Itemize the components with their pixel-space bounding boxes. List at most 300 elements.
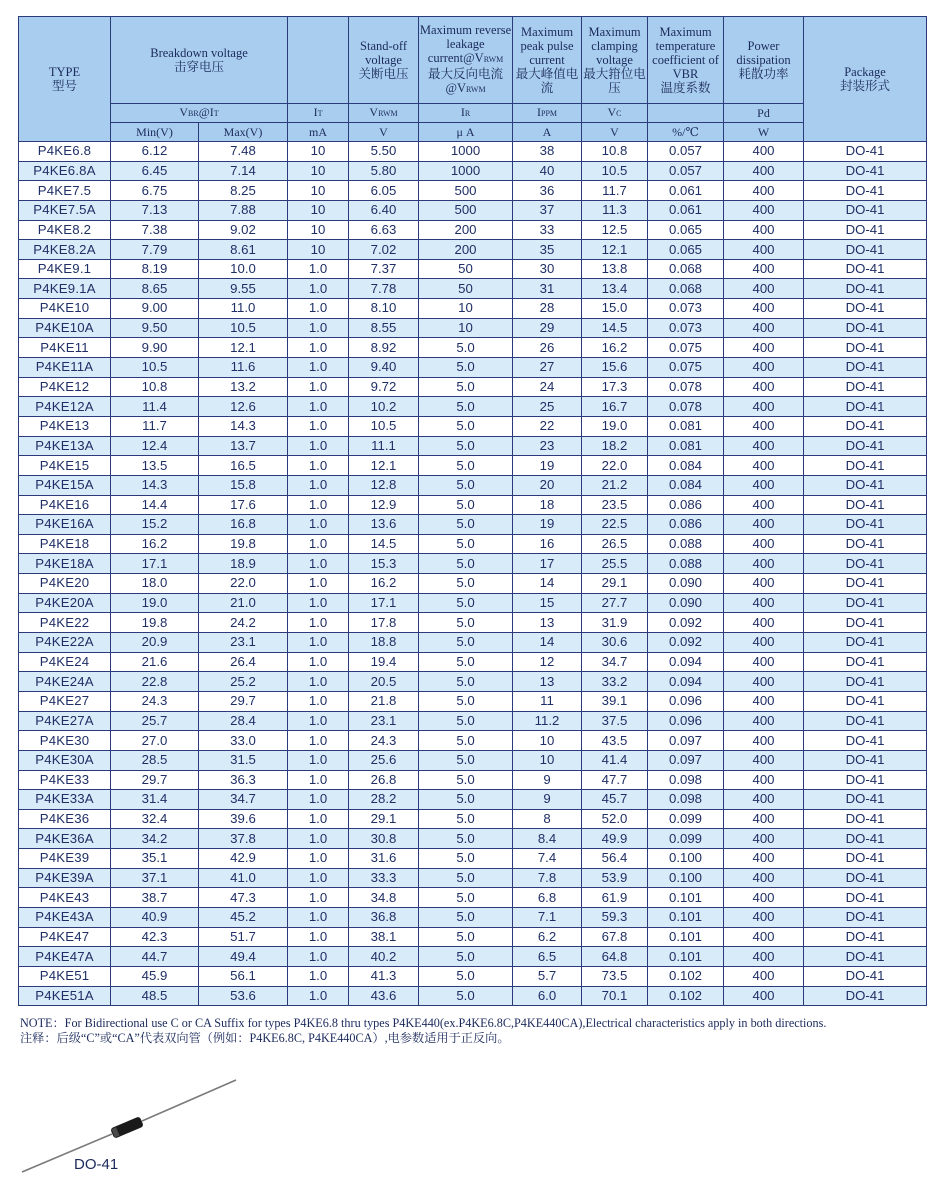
cell-type: P4KE15 <box>19 456 111 476</box>
cell-ir: 50 <box>419 279 513 299</box>
table-row <box>19 750 927 770</box>
cell-pd: 400 <box>724 986 804 1006</box>
cell-vbr-max: 9.02 <box>199 220 288 240</box>
cell-vbr-min: 9.90 <box>111 338 199 358</box>
cell-package: DO-41 <box>804 397 927 417</box>
cell-vc: 61.9 <box>582 888 648 908</box>
table-row <box>19 907 927 927</box>
cell-vbr-min: 45.9 <box>111 966 199 986</box>
cell-package: DO-41 <box>804 515 927 535</box>
cell-type: P4KE20 <box>19 574 111 594</box>
cell-vbr-min: 6.75 <box>111 181 199 201</box>
cell-vrwm: 12.8 <box>349 475 419 495</box>
table-row <box>19 829 927 849</box>
cell-type: P4KE16 <box>19 495 111 515</box>
cell-vbr-min: 29.7 <box>111 770 199 790</box>
symbol-vbr-v: V <box>179 105 189 119</box>
cell-ir: 5.0 <box>419 593 513 613</box>
table-row <box>19 259 927 279</box>
cell-temp-coeff: 0.088 <box>648 534 724 554</box>
note-block <box>20 1016 940 1046</box>
cell-vrwm: 26.8 <box>349 770 419 790</box>
cell-ir: 5.0 <box>419 377 513 397</box>
cell-vbr-max: 16.8 <box>199 515 288 535</box>
table-row <box>19 240 927 260</box>
unit-ua: μ A <box>419 123 513 142</box>
symbol-vc-sub: C <box>616 109 622 118</box>
cell-package: DO-41 <box>804 652 927 672</box>
cell-it: 1.0 <box>288 947 349 967</box>
cell-type: P4KE27A <box>19 711 111 731</box>
cell-vbr-min: 8.65 <box>111 279 199 299</box>
cell-ir: 5.0 <box>419 907 513 927</box>
cell-pd: 400 <box>724 416 804 436</box>
unit-w: W <box>724 123 804 142</box>
table-header <box>19 17 927 142</box>
cell-temp-coeff: 0.061 <box>648 181 724 201</box>
cell-vc: 34.7 <box>582 652 648 672</box>
cell-pd: 400 <box>724 613 804 633</box>
cell-type: P4KE8.2 <box>19 220 111 240</box>
cell-vrwm: 16.2 <box>349 574 419 594</box>
cell-type: P4KE30 <box>19 731 111 751</box>
cell-temp-coeff: 0.065 <box>648 240 724 260</box>
symbol-ippm <box>513 104 582 123</box>
cell-vbr-max: 15.8 <box>199 475 288 495</box>
cell-pd: 400 <box>724 966 804 986</box>
cell-package: DO-41 <box>804 829 927 849</box>
cell-type: P4KE12A <box>19 397 111 417</box>
cell-pd: 400 <box>724 397 804 417</box>
header-leakage-cn-text: 最大反向电流@V <box>428 67 504 95</box>
cell-vrwm: 10.2 <box>349 397 419 417</box>
header-type-cn: 型号 <box>51 79 77 93</box>
cell-pd: 400 <box>724 672 804 692</box>
cell-ir: 5.0 <box>419 436 513 456</box>
cell-it: 1.0 <box>288 299 349 319</box>
cell-vc: 59.3 <box>582 907 648 927</box>
table-row <box>19 966 927 986</box>
cell-ir: 5.0 <box>419 613 513 633</box>
cell-ippm: 33 <box>513 220 582 240</box>
cell-it: 1.0 <box>288 750 349 770</box>
cell-vc: 30.6 <box>582 633 648 653</box>
cell-pd: 400 <box>724 947 804 967</box>
cell-package: DO-41 <box>804 711 927 731</box>
header-breakdown <box>111 17 288 104</box>
cell-it: 1.0 <box>288 652 349 672</box>
cell-pd: 400 <box>724 829 804 849</box>
cell-it: 1.0 <box>288 338 349 358</box>
cell-package: DO-41 <box>804 750 927 770</box>
cell-ippm: 10 <box>513 731 582 751</box>
unit-ma: mA <box>288 123 349 142</box>
cell-it: 1.0 <box>288 475 349 495</box>
symbol-vc <box>582 104 648 123</box>
cell-ippm: 24 <box>513 377 582 397</box>
cell-temp-coeff: 0.081 <box>648 416 724 436</box>
cell-vbr-min: 19.0 <box>111 593 199 613</box>
cell-vbr-min: 14.4 <box>111 495 199 515</box>
cell-ir: 5.0 <box>419 849 513 869</box>
header-package <box>804 17 927 142</box>
cell-ippm: 26 <box>513 338 582 358</box>
header-peak-en: Maximum peak pulse current <box>520 25 574 67</box>
header-type <box>19 17 111 142</box>
cell-vrwm: 6.40 <box>349 200 419 220</box>
cell-vrwm: 43.6 <box>349 986 419 1006</box>
cell-vc: 56.4 <box>582 849 648 869</box>
cell-vbr-max: 19.8 <box>199 534 288 554</box>
cell-vbr-min: 22.8 <box>111 672 199 692</box>
cell-type: P4KE43 <box>19 888 111 908</box>
cell-type: P4KE15A <box>19 475 111 495</box>
header-leakage-sub: RWM <box>483 55 504 64</box>
cell-ippm: 7.1 <box>513 907 582 927</box>
cell-vc: 64.8 <box>582 947 648 967</box>
header-peak-cn: 最大峰值电流 <box>515 67 579 95</box>
cell-type: P4KE9.1A <box>19 279 111 299</box>
cell-ir: 5.0 <box>419 731 513 751</box>
cell-type: P4KE33A <box>19 790 111 810</box>
cell-type: P4KE39 <box>19 849 111 869</box>
cell-vbr-max: 8.25 <box>199 181 288 201</box>
cell-vc: 22.0 <box>582 456 648 476</box>
cell-package: DO-41 <box>804 240 927 260</box>
cell-ippm: 14 <box>513 633 582 653</box>
cell-ippm: 6.0 <box>513 986 582 1006</box>
cell-temp-coeff: 0.065 <box>648 220 724 240</box>
cell-ippm: 27 <box>513 358 582 378</box>
header-temp <box>648 17 724 104</box>
cell-package: DO-41 <box>804 672 927 692</box>
package-label: DO-41 <box>74 1156 119 1173</box>
cell-ir: 5.0 <box>419 691 513 711</box>
cell-vc: 53.9 <box>582 868 648 888</box>
table-row <box>19 358 927 378</box>
cell-ir: 5.0 <box>419 750 513 770</box>
cell-vc: 23.5 <box>582 495 648 515</box>
cell-ir: 5.0 <box>419 416 513 436</box>
cell-temp-coeff: 0.094 <box>648 672 724 692</box>
cell-package: DO-41 <box>804 338 927 358</box>
cell-package: DO-41 <box>804 377 927 397</box>
cell-ir: 5.0 <box>419 947 513 967</box>
cell-vbr-min: 10.8 <box>111 377 199 397</box>
cell-vbr-min: 38.7 <box>111 888 199 908</box>
symbol-temp-blank <box>648 104 724 123</box>
cell-vc: 18.2 <box>582 436 648 456</box>
cell-it: 1.0 <box>288 358 349 378</box>
cell-ir: 5.0 <box>419 534 513 554</box>
cell-ir: 1000 <box>419 142 513 162</box>
header-temp-en: Maximum temperature coefficient of VBR <box>652 25 719 81</box>
cell-package: DO-41 <box>804 849 927 869</box>
cell-ippm: 8.4 <box>513 829 582 849</box>
package-drawing <box>16 1052 246 1192</box>
cell-ir: 1000 <box>419 161 513 181</box>
symbol-vc-v: V <box>607 105 617 119</box>
cell-vc: 16.7 <box>582 397 648 417</box>
cell-vbr-max: 24.2 <box>199 613 288 633</box>
cell-vbr-min: 34.2 <box>111 829 199 849</box>
cell-temp-coeff: 0.084 <box>648 456 724 476</box>
cell-vbr-max: 14.3 <box>199 416 288 436</box>
cell-ippm: 20 <box>513 475 582 495</box>
cell-ippm: 13 <box>513 613 582 633</box>
cell-it: 1.0 <box>288 318 349 338</box>
header-clamp-cn: 最大箝位电压 <box>583 67 646 95</box>
cell-pd: 400 <box>724 142 804 162</box>
cell-type: P4KE24 <box>19 652 111 672</box>
table-row <box>19 397 927 417</box>
cell-pd: 400 <box>724 299 804 319</box>
table-row <box>19 495 927 515</box>
cell-pd: 400 <box>724 770 804 790</box>
cell-ippm: 6.5 <box>513 947 582 967</box>
header-standoff-en: Stand-off voltage <box>360 39 408 67</box>
cell-ippm: 22 <box>513 416 582 436</box>
cell-ippm: 18 <box>513 495 582 515</box>
cell-pd: 400 <box>724 338 804 358</box>
cell-temp-coeff: 0.090 <box>648 574 724 594</box>
cell-temp-coeff: 0.088 <box>648 554 724 574</box>
header-type-en: TYPE <box>48 65 81 79</box>
cell-vrwm: 7.78 <box>349 279 419 299</box>
cell-vbr-min: 16.2 <box>111 534 199 554</box>
cell-type: P4KE22 <box>19 613 111 633</box>
cell-package: DO-41 <box>804 770 927 790</box>
cell-vbr-min: 42.3 <box>111 927 199 947</box>
cell-vrwm: 34.8 <box>349 888 419 908</box>
cell-ippm: 6.2 <box>513 927 582 947</box>
cell-vrwm: 12.9 <box>349 495 419 515</box>
cell-vc: 13.8 <box>582 259 648 279</box>
cell-vrwm: 13.6 <box>349 515 419 535</box>
cell-pd: 400 <box>724 691 804 711</box>
cell-ippm: 19 <box>513 515 582 535</box>
cell-ir: 5.0 <box>419 986 513 1006</box>
cell-vbr-max: 7.48 <box>199 142 288 162</box>
cell-pd: 400 <box>724 790 804 810</box>
cell-package: DO-41 <box>804 475 927 495</box>
cell-type: P4KE24A <box>19 672 111 692</box>
cell-ir: 5.0 <box>419 397 513 417</box>
cell-ippm: 8 <box>513 809 582 829</box>
cell-ippm: 15 <box>513 593 582 613</box>
cell-it: 1.0 <box>288 633 349 653</box>
table-body <box>19 142 927 1006</box>
cell-type: P4KE10 <box>19 299 111 319</box>
diode-lead-right <box>142 1080 236 1121</box>
cell-ippm: 30 <box>513 259 582 279</box>
symbol-vrwm-v: V <box>369 105 379 119</box>
symbol-vrwm-sub: RWM <box>378 109 398 118</box>
cell-vc: 45.7 <box>582 790 648 810</box>
cell-it: 1.0 <box>288 554 349 574</box>
cell-temp-coeff: 0.098 <box>648 790 724 810</box>
cell-package: DO-41 <box>804 534 927 554</box>
cell-type: P4KE33 <box>19 770 111 790</box>
cell-package: DO-41 <box>804 161 927 181</box>
cell-vc: 47.7 <box>582 770 648 790</box>
cell-it: 1.0 <box>288 927 349 947</box>
cell-ir: 5.0 <box>419 554 513 574</box>
cell-temp-coeff: 0.097 <box>648 750 724 770</box>
cell-type: P4KE7.5A <box>19 200 111 220</box>
cell-vbr-min: 31.4 <box>111 790 199 810</box>
cell-type: P4KE20A <box>19 593 111 613</box>
table-row <box>19 436 927 456</box>
unit-max: Max(V) <box>199 123 288 142</box>
cell-vrwm: 7.02 <box>349 240 419 260</box>
cell-ippm: 38 <box>513 142 582 162</box>
cell-it: 10 <box>288 181 349 201</box>
cell-vrwm: 20.5 <box>349 672 419 692</box>
cell-temp-coeff: 0.057 <box>648 142 724 162</box>
cell-ir: 5.0 <box>419 358 513 378</box>
cell-vbr-max: 10.5 <box>199 318 288 338</box>
cell-pd: 400 <box>724 809 804 829</box>
symbol-ippm-i: I <box>537 105 541 119</box>
cell-temp-coeff: 0.057 <box>648 161 724 181</box>
table-row <box>19 416 927 436</box>
cell-vbr-min: 7.79 <box>111 240 199 260</box>
cell-package: DO-41 <box>804 691 927 711</box>
cell-vbr-max: 56.1 <box>199 966 288 986</box>
cell-vrwm: 33.3 <box>349 868 419 888</box>
header-package-en: Package <box>844 65 886 79</box>
table-row <box>19 947 927 967</box>
header-leakage-text: Maximum reverse leakage current@V <box>419 23 512 65</box>
cell-pd: 400 <box>724 868 804 888</box>
cell-vc: 52.0 <box>582 809 648 829</box>
cell-temp-coeff: 0.099 <box>648 829 724 849</box>
cell-pd: 400 <box>724 240 804 260</box>
cell-type: P4KE43A <box>19 907 111 927</box>
cell-it: 1.0 <box>288 770 349 790</box>
cell-ir: 50 <box>419 259 513 279</box>
cell-vbr-max: 13.7 <box>199 436 288 456</box>
cell-vc: 19.0 <box>582 416 648 436</box>
cell-ir: 10 <box>419 299 513 319</box>
cell-vrwm: 7.37 <box>349 259 419 279</box>
cell-ir: 10 <box>419 318 513 338</box>
cell-vrwm: 18.8 <box>349 633 419 653</box>
cell-temp-coeff: 0.061 <box>648 200 724 220</box>
cell-vrwm: 31.6 <box>349 849 419 869</box>
cell-pd: 400 <box>724 279 804 299</box>
cell-vc: 15.0 <box>582 299 648 319</box>
cell-it: 1.0 <box>288 259 349 279</box>
table-row <box>19 200 927 220</box>
cell-vc: 67.8 <box>582 927 648 947</box>
cell-type: P4KE8.2A <box>19 240 111 260</box>
cell-it: 10 <box>288 161 349 181</box>
cell-temp-coeff: 0.075 <box>648 338 724 358</box>
cell-vbr-min: 21.6 <box>111 652 199 672</box>
cell-vbr-min: 9.50 <box>111 318 199 338</box>
table-row <box>19 318 927 338</box>
cell-it: 1.0 <box>288 613 349 633</box>
table-row <box>19 927 927 947</box>
cell-ippm: 13 <box>513 672 582 692</box>
cell-temp-coeff: 0.097 <box>648 731 724 751</box>
cell-type: P4KE22A <box>19 633 111 653</box>
cell-vbr-max: 41.0 <box>199 868 288 888</box>
cell-pd: 400 <box>724 377 804 397</box>
cell-package: DO-41 <box>804 927 927 947</box>
cell-pd: 400 <box>724 711 804 731</box>
cell-type: P4KE13A <box>19 436 111 456</box>
symbol-ir-i: I <box>460 105 465 119</box>
cell-it: 1.0 <box>288 416 349 436</box>
cell-vbr-min: 6.45 <box>111 161 199 181</box>
cell-vbr-max: 22.0 <box>199 574 288 594</box>
cell-package: DO-41 <box>804 259 927 279</box>
cell-it: 1.0 <box>288 436 349 456</box>
cell-vbr-min: 40.9 <box>111 907 199 927</box>
cell-type: P4KE47 <box>19 927 111 947</box>
cell-vrwm: 5.50 <box>349 142 419 162</box>
cell-pd: 400 <box>724 907 804 927</box>
cell-vrwm: 9.40 <box>349 358 419 378</box>
cell-ir: 5.0 <box>419 927 513 947</box>
cell-type: P4KE16A <box>19 515 111 535</box>
cell-vbr-min: 37.1 <box>111 868 199 888</box>
cell-ir: 5.0 <box>419 672 513 692</box>
cell-vbr-max: 11.6 <box>199 358 288 378</box>
cell-package: DO-41 <box>804 809 927 829</box>
cell-temp-coeff: 0.100 <box>648 868 724 888</box>
cell-ippm: 9 <box>513 770 582 790</box>
cell-package: DO-41 <box>804 613 927 633</box>
cell-vc: 37.5 <box>582 711 648 731</box>
table-row <box>19 711 927 731</box>
table-row <box>19 691 927 711</box>
table-row <box>19 593 927 613</box>
cell-ippm: 11 <box>513 691 582 711</box>
cell-temp-coeff: 0.090 <box>648 593 724 613</box>
cell-package: DO-41 <box>804 220 927 240</box>
cell-it: 10 <box>288 240 349 260</box>
cell-vrwm: 17.1 <box>349 593 419 613</box>
cell-ippm: 19 <box>513 456 582 476</box>
table-row <box>19 868 927 888</box>
cell-vrwm: 17.8 <box>349 613 419 633</box>
cell-vbr-max: 13.2 <box>199 377 288 397</box>
symbol-ir-sub: R <box>464 109 471 118</box>
table-row <box>19 809 927 829</box>
unit-pct: %/℃ <box>648 123 724 142</box>
cell-ir: 5.0 <box>419 888 513 908</box>
cell-vrwm: 12.1 <box>349 456 419 476</box>
table-row <box>19 849 927 869</box>
cell-package: DO-41 <box>804 986 927 1006</box>
cell-vbr-max: 28.4 <box>199 711 288 731</box>
cell-type: P4KE12 <box>19 377 111 397</box>
cell-vbr-max: 21.0 <box>199 593 288 613</box>
cell-pd: 400 <box>724 534 804 554</box>
cell-temp-coeff: 0.092 <box>648 613 724 633</box>
unit-v-clamp: V <box>582 123 648 142</box>
cell-type: P4KE51A <box>19 986 111 1006</box>
cell-vbr-max: 25.2 <box>199 672 288 692</box>
header-breakdown-cn: 击穿电压 <box>174 60 225 74</box>
cell-vbr-max: 10.0 <box>199 259 288 279</box>
cell-vrwm: 40.2 <box>349 947 419 967</box>
table-row <box>19 338 927 358</box>
